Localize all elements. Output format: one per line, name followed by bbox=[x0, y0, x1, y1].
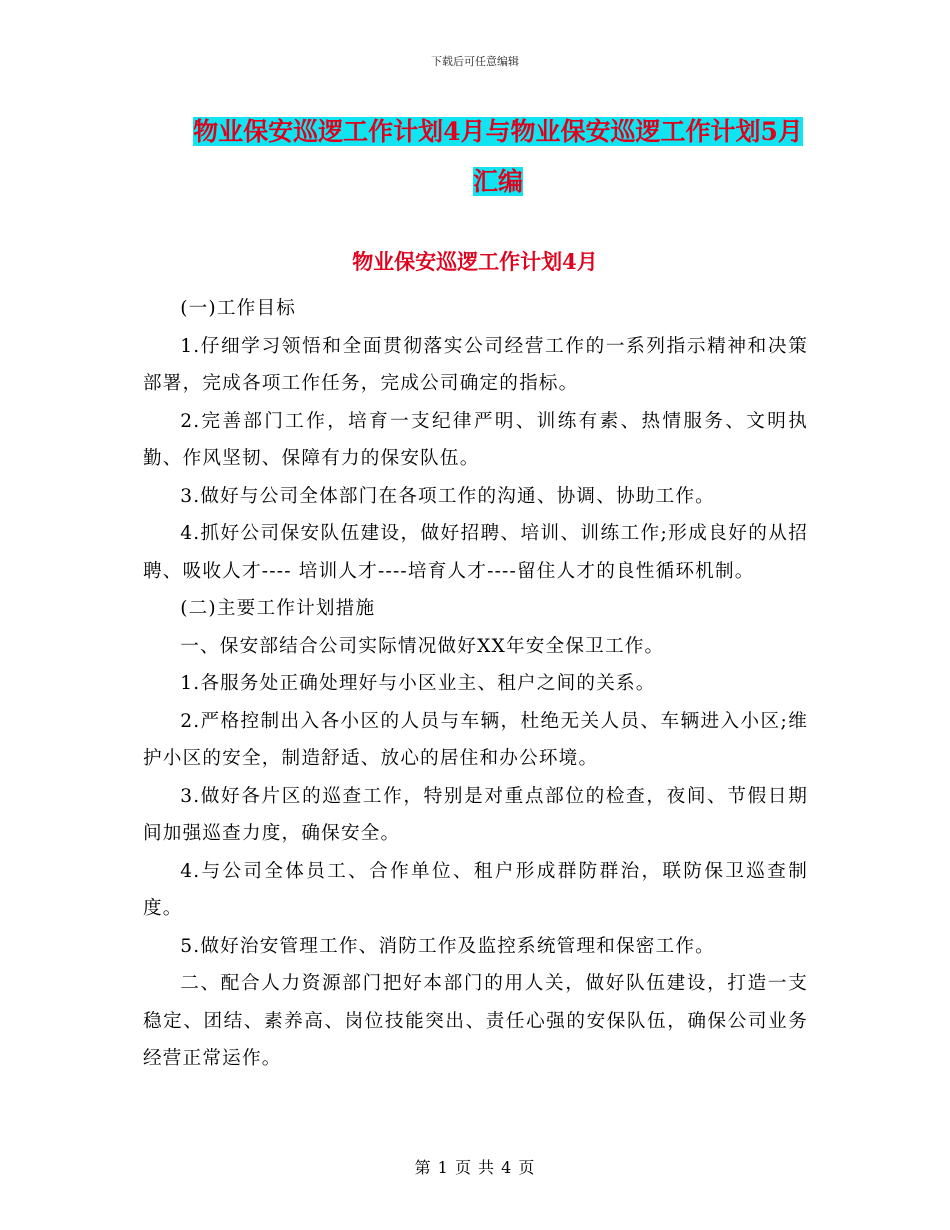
page-footer: 第 1 页 共 4 页 bbox=[414, 1158, 536, 1177]
paragraph: 4.与公司全体员工、合作单位、租户形成群防群治，联防保卫巡查制度。 bbox=[143, 860, 808, 919]
document-title-text: 物业保安巡逻工作计划4月与物业保安巡逻工作计划5月汇编 bbox=[193, 117, 803, 196]
paragraph: 3.做好各片区的巡查工作，特别是对重点部位的检查，夜间、节假日期间加强巡查力度，确保安全。 bbox=[143, 785, 808, 844]
paragraph: (二)主要工作计划措施 bbox=[180, 598, 376, 619]
paragraph: 4.抓好公司保安队伍建设，做好招聘、培训、训练工作;形成良好的从招聘、吸收人才---- 培训人才----培育人才----留住人才的良性循环机制。 bbox=[143, 523, 808, 582]
paragraph: 2.完善部门工作，培育一支纪律严明、训练有素、热情服务、文明执勤、作风坚韧、保障有力的保安队伍。 bbox=[143, 410, 808, 469]
document-body bbox=[143, 290, 808, 1078]
paragraph: 1.各服务处正确处理好与小区业主、租户之间的关系。 bbox=[180, 673, 656, 694]
paragraph: 1.仔细学习领悟和全面贯彻落实公司经营工作的一系列指示精神和决策部署，完成各项工作任务，完成公司确定的指标。 bbox=[143, 335, 808, 394]
page-header: 下载后可任意编辑 bbox=[431, 55, 519, 68]
paragraph: 3.做好与公司全体部门在各项工作的沟通、协调、协助工作。 bbox=[180, 485, 715, 507]
paragraph: 5.做好治安管理工作、消防工作及监控系统管理和保密工作。 bbox=[180, 935, 715, 957]
paragraph: 一、保安部结合公司实际情况做好XX年安全保卫工作。 bbox=[180, 635, 665, 657]
paragraph: 2.严格控制出入各小区的人员与车辆，杜绝无关人员、车辆进入小区;维护小区的安全，制造舒适、放心的居住和办公环境。 bbox=[143, 710, 808, 769]
document-title bbox=[186, 107, 810, 207]
section-title: 物业保安巡逻工作计划4月 bbox=[352, 249, 598, 274]
paragraph: 二、配合人力资源部门把好本部门的用人关，做好队伍建设，打造一支稳定、团结、素养高、岗位技能突出、责任心强的安保队伍，确保公司业务经营正常运作。 bbox=[143, 973, 808, 1069]
paragraph: (一)工作目标 bbox=[180, 298, 297, 319]
